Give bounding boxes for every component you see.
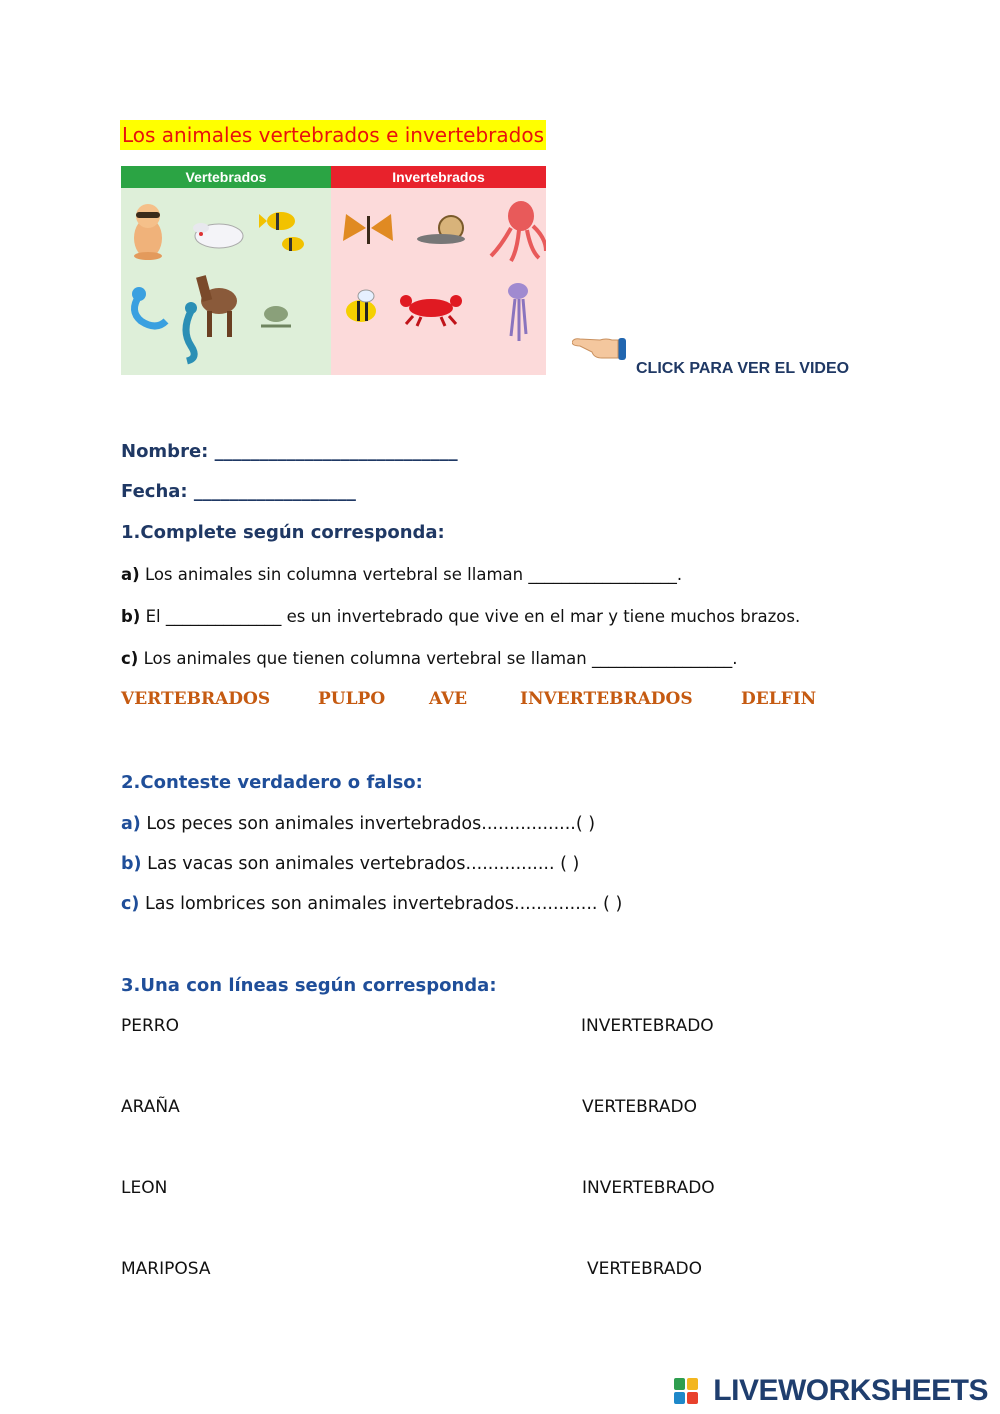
logo-tile [687, 1378, 698, 1390]
logo-tile [674, 1378, 685, 1390]
item-letter: a) [121, 814, 141, 834]
butterfly-icon [343, 214, 393, 244]
match-left-mariposa[interactable]: MARIPOSA [121, 1259, 211, 1279]
match-right-3[interactable]: INVERTEBRADO [582, 1178, 715, 1198]
bee-icon [346, 290, 376, 322]
option-delfin[interactable]: DELFIN [741, 689, 817, 709]
logo-tile [687, 1392, 698, 1404]
seahorse-icon [185, 302, 197, 361]
name-field[interactable] [121, 441, 458, 462]
jellyfish-icon [508, 283, 528, 341]
section2-item-c [121, 894, 622, 914]
section2-item-b [121, 854, 579, 874]
match-left-arana[interactable]: ARAÑA [121, 1097, 180, 1117]
liveworksheets-logo-icon [674, 1378, 698, 1408]
match-left-perro[interactable]: PERRO [121, 1016, 179, 1036]
video-link[interactable]: CLICK PARA VER EL VIDEO [636, 360, 850, 377]
snail-icon [417, 216, 465, 244]
snake-icon [132, 287, 166, 326]
item-letter: b) [121, 607, 141, 626]
item-text: Las lombrices son animales invertebrados............... ( ) [144, 894, 623, 914]
invertebrados-header: Invertebrados [331, 166, 546, 188]
name-label: Nombre: [121, 441, 209, 462]
option-invertebrados[interactable]: INVERTEBRADOS [520, 689, 693, 709]
rabbit-icon [193, 223, 243, 248]
cat-icon [134, 204, 162, 260]
option-vertebrados[interactable]: VERTEBRADOS [121, 689, 271, 709]
section1-heading: 1.Complete según corresponda: [121, 522, 445, 543]
date-blank[interactable]: __________________ [193, 481, 356, 502]
option-ave[interactable]: AVE [429, 689, 468, 709]
item-letter: c) [121, 649, 139, 668]
section2-item-a [121, 814, 595, 834]
crab-icon [400, 295, 462, 326]
match-right-4[interactable]: VERTEBRADO [587, 1259, 702, 1279]
horse-icon [196, 275, 237, 337]
item-text: Las vacas son animales vertebrados................ ( ) [147, 854, 580, 874]
frog-icon [261, 306, 291, 326]
vertebrados-header: Vertebrados [121, 166, 331, 188]
page-title: Los animales vertebrados e invertebrados [120, 120, 546, 150]
section3-heading: 3.Una con líneas según corresponda: [121, 975, 497, 996]
match-right-1[interactable]: INVERTEBRADO [581, 1016, 714, 1036]
item-text: Los animales que tienen columna vertebral se llaman _________________. [143, 649, 738, 668]
section1-item-c [121, 649, 737, 668]
pointing-hand-icon [572, 334, 630, 362]
section2-heading: 2.Conteste verdadero o falso: [121, 772, 423, 793]
fish-icon [259, 212, 304, 251]
match-left-leon[interactable]: LEON [121, 1178, 168, 1198]
animals-image [121, 166, 546, 375]
item-letter: b) [121, 854, 142, 874]
section1-item-a [121, 565, 682, 584]
item-letter: c) [121, 894, 140, 914]
item-text: Los animales sin columna vertebral se llaman __________________. [144, 565, 683, 584]
item-text: El ______________ es un invertebrado que vive en el mar y tiene muchos brazos. [145, 607, 801, 626]
name-blank[interactable]: ___________________________ [214, 441, 458, 462]
section1-item-b [121, 607, 800, 626]
date-label: Fecha: [121, 481, 188, 502]
logo-tile [674, 1392, 685, 1404]
match-right-2[interactable]: VERTEBRADO [582, 1097, 697, 1117]
option-pulpo[interactable]: PULPO [318, 689, 386, 709]
liveworksheets-brand: LIVEWORKSHEETS [713, 1374, 988, 1407]
item-letter: a) [121, 565, 140, 584]
item-text: Los peces son animales invertebrados.................( ) [146, 814, 596, 834]
date-field[interactable] [121, 481, 356, 502]
octopus-icon [491, 201, 546, 261]
animal-illustrations [121, 166, 546, 375]
